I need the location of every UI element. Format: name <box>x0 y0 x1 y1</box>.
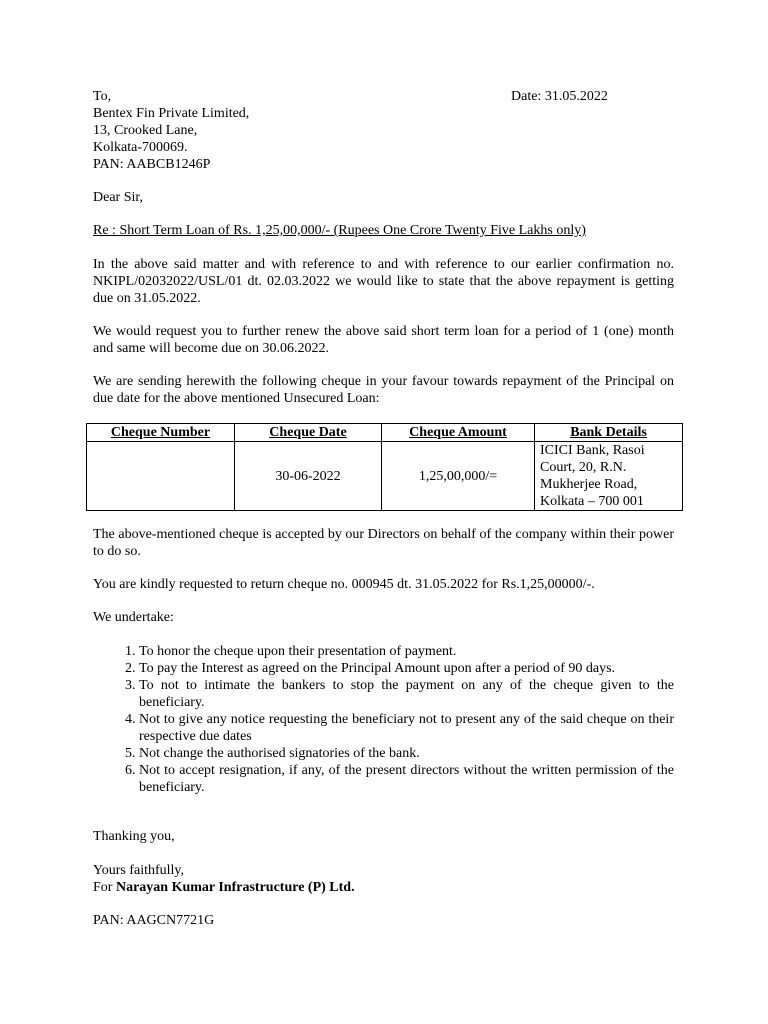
list-item: 3. To not to intimate the bankers to stop the payment on any of the cheque given to the beneficiary. <box>139 677 674 711</box>
closing-signatory <box>93 879 674 896</box>
header-cheque-date: Cheque Date <box>235 424 382 442</box>
cheque-table <box>86 423 683 511</box>
table-row <box>87 442 683 511</box>
paragraph-4: The above-mentioned cheque is accepted by our Directors on behalf of the company within their power to do so. <box>93 527 674 559</box>
cell-cheque-amount: 1,25,00,000/= <box>382 442 535 511</box>
list-item: 6. Not to accept resignation, if any, of the present directors without the written permission of the beneficiary. <box>139 762 674 796</box>
undertakings-list <box>93 643 674 796</box>
closing-thanks: Thanking you, <box>93 829 175 844</box>
address-city: Kolkata-700069. <box>93 140 188 155</box>
address-street: 13, Crooked Lane, <box>93 123 198 138</box>
signatory-prefix: For <box>93 880 116 895</box>
list-item: 2. To pay the Interest as agreed on the Principal Amount upon after a period of 90 days. <box>139 660 674 677</box>
list-item: 4. Not to give any notice requesting the beneficiary not to present any of the said cheque on their respective due dates <box>139 711 674 745</box>
undertake-heading: We undertake: <box>93 610 174 625</box>
header-bank-details: Bank Details <box>535 424 683 442</box>
closing-yours: Yours faithfully, <box>93 863 185 878</box>
cell-bank-details: ICICI Bank, Rasoi Court, 20, R.N. Mukherjee Road, Kolkata – 700 001 <box>535 442 683 511</box>
cell-cheque-date: 30-06-2022 <box>235 442 382 511</box>
header-cheque-number: Cheque Number <box>87 424 235 442</box>
header-cheque-amount: Cheque Amount <box>382 424 535 442</box>
address-company: Bentex Fin Private Limited, <box>93 106 250 121</box>
signatory-company: Narayan Kumar Infrastructure (P) Ltd. <box>115 880 355 895</box>
paragraph-1: In the above said matter and with reference to and with reference to our earlier confirmation no. NKIPL/02032022/USL/01 dt. 02.03.2022 we would like to state that the above repayment is getting due on 31.05.2022. <box>93 257 674 306</box>
address-pan: PAN: AABCB1246P <box>93 157 211 172</box>
cell-cheque-number <box>87 442 235 511</box>
list-item: 5. Not change the authorised signatories of the bank. <box>139 745 674 762</box>
address-to: To, <box>93 89 112 104</box>
paragraph-3: We are sending herewith the following cheque in your favour towards repayment of the Principal on due date for the above mentioned Unsecured Loan: <box>93 374 674 406</box>
list-item: 1. To honor the cheque upon their presentation of payment. <box>139 643 674 660</box>
subject-line: Re : Short Term Loan of Rs. 1,25,00,000/- (Rupees One Crore Twenty Five Lakhs only) <box>93 223 586 238</box>
paragraph-5: You are kindly requested to return cheque no. 000945 dt. 31.05.2022 for Rs.1,25,00000/-. <box>93 577 595 592</box>
table-header-row <box>87 424 683 442</box>
salutation: Dear Sir, <box>93 190 143 205</box>
closing-pan: PAN: AAGCN7721G <box>93 913 215 928</box>
letter-date: Date: 31.05.2022 <box>511 89 608 104</box>
paragraph-2: We would request you to further renew the above said short term loan for a period of 1 (one) month and same will become due on 30.06.2022. <box>93 324 674 356</box>
